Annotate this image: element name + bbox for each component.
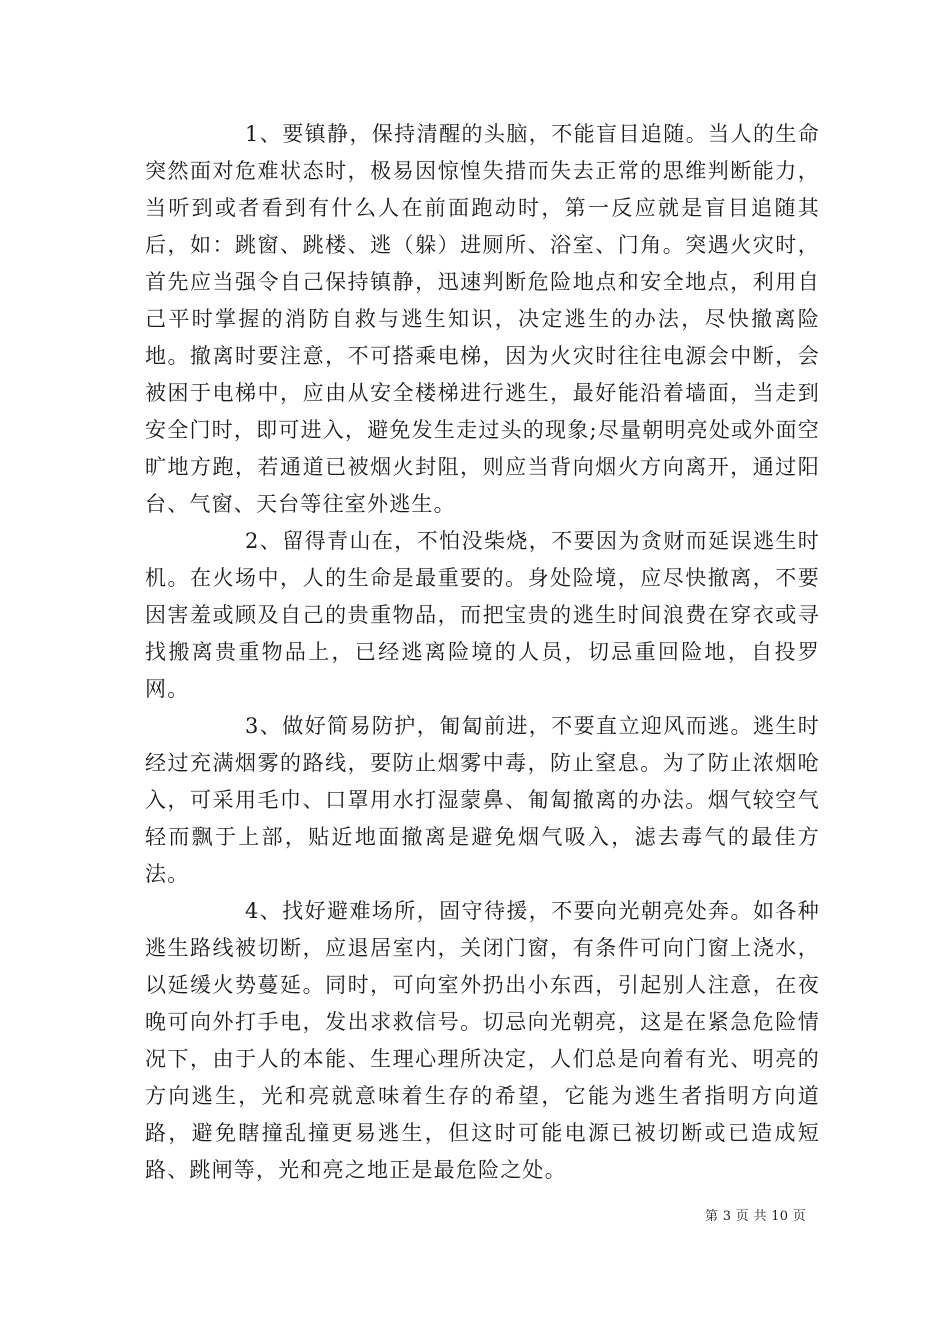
document-body [145, 116, 820, 1189]
paragraph-1: 1、要镇静，保持清醒的头脑，不能盲目追随。当人的生命突然面对危难状态时，极易因惊惶失措而失去正常的思维判断能力，当听到或者看到有什么人在前面跑动时，第一反应就是盲目追随其后，如：跳窗、跳楼、逃（躲）进厕所、浴室、门角。突遇火灾时，首先应当强令自己保持镇静，迅速判断危险地点和安全地点，利用自己平时掌握的消防自救与逃生知识，决定逃生的办法，尽快撤离险地。撤离时要注意，不可搭乘电梯，因为火灾时往往电源会中断，会被困于电梯中，应由从安全楼梯进行逃生，最好能沿着墙面，当走到安全门时，即可进入，避免发生走过头的现象;尽量朝明亮处或外面空旷地方跑，若通道已被烟火封阻，则应当背向烟火方向离开，通过阳台、气窗、天台等往室外逃生。 [145, 122, 820, 516]
paragraph-3: 3、做好简易防护，匍匐前进，不要直立迎风而逃。逃生时经过充满烟雾的路线，要防止烟雾中毒，防止窒息。为了防止浓烟呛入，可采用毛巾、口罩用水打湿蒙鼻、匍匐撤离的办法。烟气较空气轻而飘于上部，贴近地面撤离是避免烟气吸入，滤去毒气的最佳方法。 [145, 714, 820, 886]
page-number-footer: 第 3 页 共 10 页 [705, 1209, 807, 1224]
paragraph-4: 4、找好避难场所，固守待援，不要向光朝亮处奔。如各种逃生路线被切断，应退居室内，关闭门窗，有条件可向门窗上浇水，以延缓火势蔓延。同时，可向室外扔出小东西，引起别人注意，在夜晚可向外打手电，发出求救信号。切忌向光朝亮，这是在紧急危险情况下，由于人的本能、生理心理所决定，人们总是向着有光、明亮的方向逃生，光和亮就意味着生存的希望，它能为逃生者指明方向道路，避免瞎撞乱撞更易逃生，但这时可能电源已被切断或已造成短路、跳闸等，光和亮之地正是最危险之处。 [145, 899, 820, 1182]
paragraph-2: 2、留得青山在，不怕没柴烧，不要因为贪财而延误逃生时机。在火场中，人的生命是最重要的。身处险境，应尽快撤离，不要因害羞或顾及自己的贵重物品，而把宝贵的逃生时间浪费在穿衣或寻找搬离贵重物品上，已经逃离险境的人员，切忌重回险地，自投罗网。 [145, 529, 820, 701]
